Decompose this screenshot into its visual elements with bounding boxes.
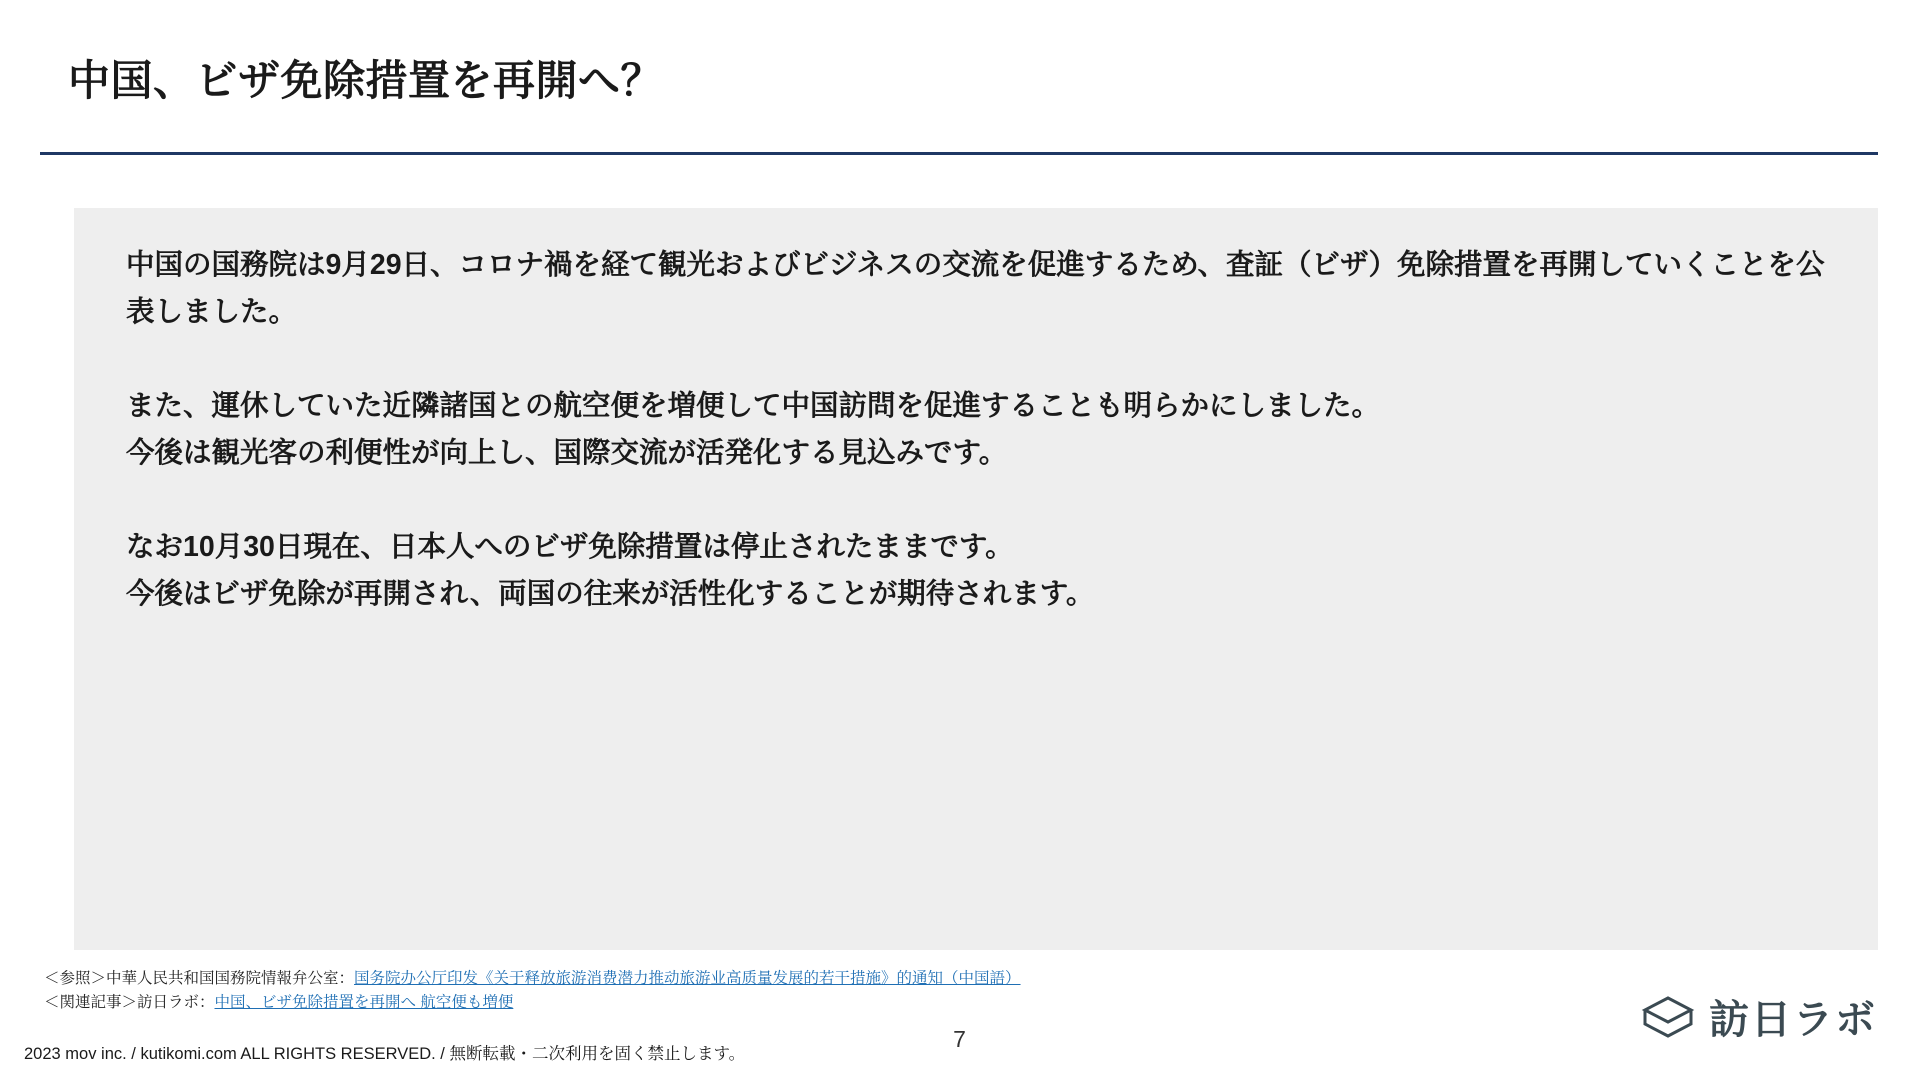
reference-related-line	[44, 991, 1021, 1015]
references	[44, 967, 1021, 1015]
body-paragraph-2-line-1: また、運休していた近隣諸国との航空便を増便して中国訪問を促進することも明らかにしました。	[126, 390, 1381, 422]
reference-related-link[interactable]: 中国、ビザ免除措置を再開へ 航空便も増便	[214, 994, 514, 1011]
body-paragraph-3-line-1: なお10月30日現在、日本人へのビザ免除措置は停止されたままです。	[126, 531, 1014, 563]
brand-logo-text: 訪日ラボ	[1709, 998, 1877, 1042]
body-paragraph-3-line-2: 今後はビザ免除が再開され、両国の往来が活性化することが期待されます。	[126, 578, 1095, 610]
reference-related-prefix: ＜関連記事＞訪日ラボ：	[44, 994, 215, 1011]
paragraph-spacer	[126, 477, 1826, 524]
title-divider	[40, 152, 1878, 155]
body-paragraph-2-line-2: 今後は観光客の利便性が向上し、国際交流が活発化する見込みです。	[126, 437, 1008, 469]
page-number: 7	[953, 1026, 966, 1052]
page-title: 中国、ビザ免除措置を再開へ？	[68, 57, 664, 104]
body-text	[126, 242, 1826, 618]
hexagon-logo-icon	[1641, 994, 1695, 1040]
body-paragraph-1: 中国の国務院は9月29日、コロナ禍を経て観光およびビジネスの交流を促進するため、査証（ビザ）免除措置を再開していくことを公表しました。	[126, 249, 1825, 328]
reference-source-link[interactable]: 国务院办公厅印发《关于释放旅游消费潜力推动旅游业高质量发展的若干措施》的通知（中国語）	[354, 970, 1021, 987]
copyright-text: 2023 mov inc. / kutikomi.com ALL RIGHTS RESERVED. / 無断転載・二次利用を固く禁止します。	[24, 1045, 746, 1063]
brand-logo	[1641, 988, 1877, 1045]
reference-source-line	[44, 967, 1021, 991]
paragraph-spacer	[126, 336, 1826, 383]
reference-source-prefix: ＜参照＞中華人民共和国国務院情報弁公室：	[44, 970, 355, 987]
